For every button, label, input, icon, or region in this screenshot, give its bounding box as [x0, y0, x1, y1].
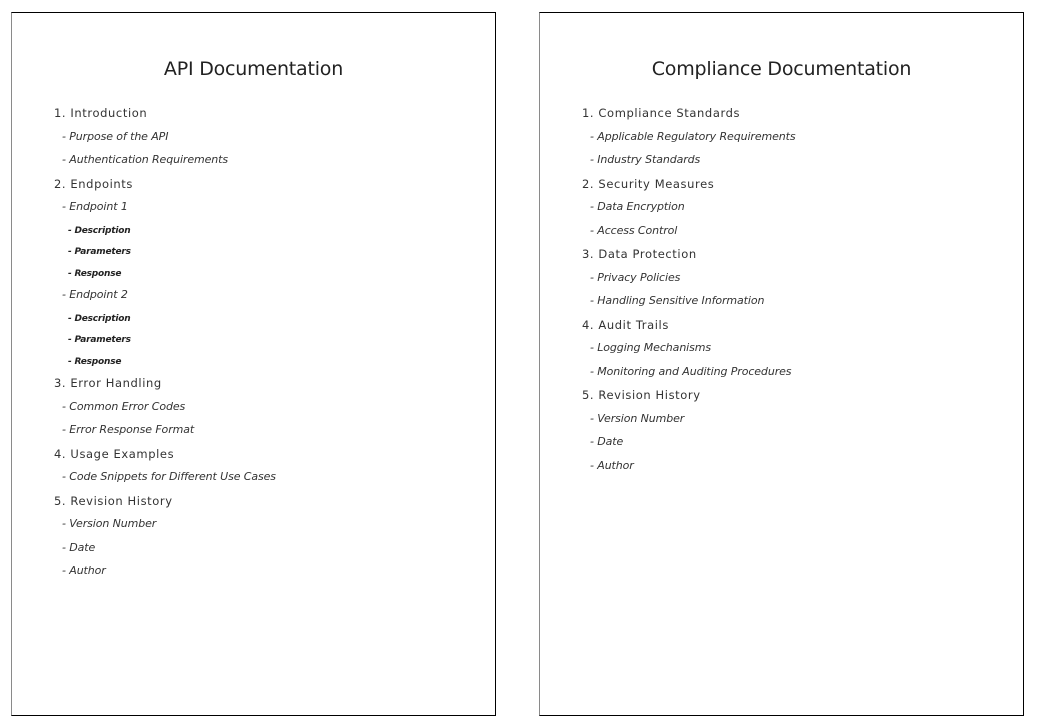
section-heading: 5. Revision History — [582, 388, 701, 402]
document-page-compliance — [539, 12, 1024, 716]
section-heading: 3. Data Protection — [582, 247, 697, 261]
subsection-item: - Authentication Requirements — [62, 153, 229, 166]
subsection-item: - Industry Standards — [590, 153, 701, 166]
section-heading: 5. Revision History — [54, 493, 173, 508]
subsection-item: - Version Number — [62, 517, 157, 530]
subsection-item: - Author — [62, 564, 106, 577]
sub-subsection-item: - Response — [68, 268, 122, 279]
outline-list — [582, 105, 796, 481]
subsection-item: - Error Response Format — [62, 423, 195, 436]
subsection-item: - Endpoint 1 — [62, 200, 128, 213]
section-heading: 2. Security Measures — [582, 176, 715, 191]
sub-subsection-item: - Parameters — [68, 335, 131, 345]
subsection-item: - Date — [590, 435, 624, 448]
subsection-item: - Applicable Regulatory Requirements — [590, 129, 796, 143]
section-heading: 4. Audit Trails — [582, 317, 669, 332]
section-heading: 4. Usage Examples — [54, 446, 175, 461]
outline-list — [54, 105, 276, 587]
document-page-api — [11, 12, 496, 716]
subsection-item: - Monitoring and Auditing Procedures — [590, 364, 792, 378]
subsection-item: - Purpose of the API — [62, 129, 169, 143]
subsection-item: - Handling Sensitive Information — [590, 294, 765, 307]
section-heading: 3. Error Handling — [54, 376, 162, 390]
subsection-item: - Code Snippets for Different Use Cases — [62, 470, 276, 483]
sub-subsection-item: - Description — [68, 313, 131, 324]
subsection-item: - Endpoint 2 — [62, 288, 128, 301]
page-title: Compliance Documentation — [651, 58, 912, 80]
subsection-item: - Author — [590, 458, 634, 472]
sub-subsection-item: - Response — [68, 356, 122, 367]
sub-subsection-item: - Parameters — [68, 247, 131, 257]
subsection-item: - Access Control — [590, 223, 678, 237]
subsection-item: - Common Error Codes — [62, 399, 186, 413]
subsection-item: - Data Encryption — [590, 200, 685, 213]
section-heading: 1. Introduction — [54, 106, 148, 120]
subsection-item: - Version Number — [590, 411, 685, 425]
sub-subsection-item: - Description — [68, 225, 131, 236]
section-heading: 2. Endpoints — [54, 176, 134, 191]
subsection-item: - Date — [62, 540, 96, 554]
subsection-item: - Logging Mechanisms — [590, 341, 712, 354]
section-heading: 1. Compliance Standards — [582, 106, 741, 120]
page-title: API Documentation — [163, 58, 344, 80]
subsection-item: - Privacy Policies — [590, 270, 681, 284]
